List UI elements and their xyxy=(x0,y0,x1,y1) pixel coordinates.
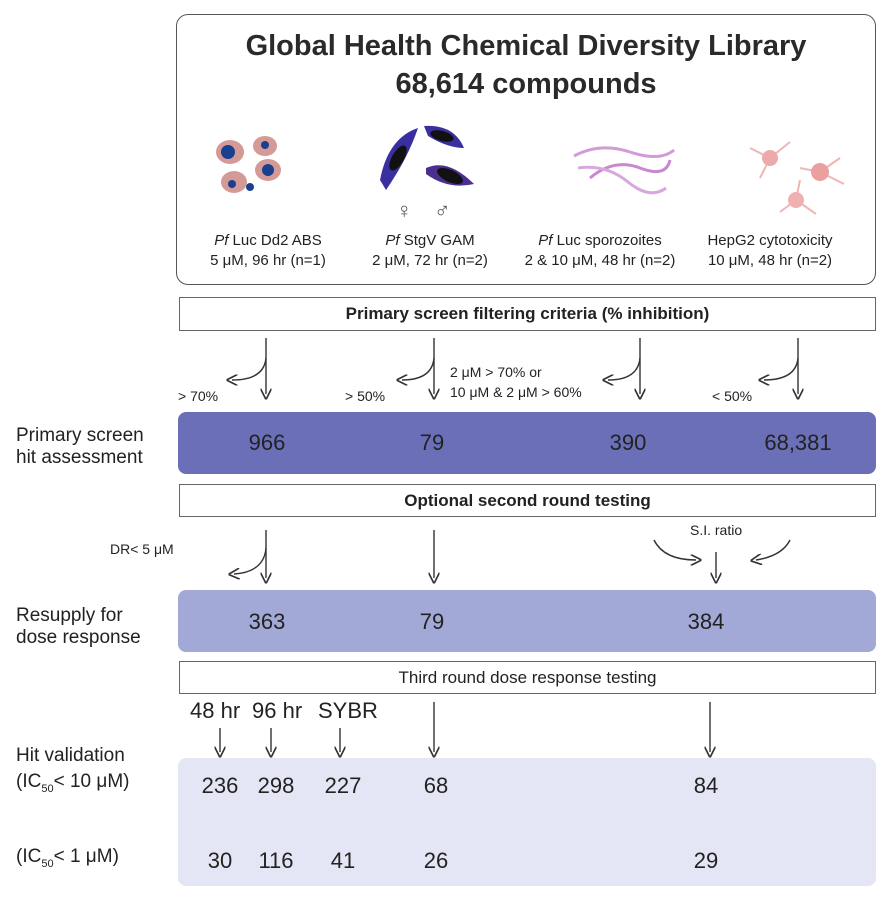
ic1-sybr: 41 xyxy=(330,848,356,873)
ic50-10um-label: ($IC_{50}< 10$ μM) xyxy=(16,771,130,795)
resupply-label: Resupply for dose response xyxy=(16,605,141,648)
si-ratio-label: S.I. ratio xyxy=(690,522,743,538)
primary-hit-abs: 966 xyxy=(248,430,286,455)
criterion-spz-line2: 10 μM & 2 μM > 60% xyxy=(450,384,582,400)
primary-hit-label: Primary screen hit assessment xyxy=(16,425,144,468)
primary-hit-hepg2: 68,381 xyxy=(764,430,832,455)
criterion-gam: > 50% xyxy=(345,388,386,404)
male-symbol: ♂ xyxy=(434,198,451,223)
dr-criterion: DR< 5 μM xyxy=(110,541,174,557)
ic1-48hr: 30 xyxy=(207,848,233,873)
assay-label-hepg2: HepG2 cytotoxicity 10 μM, 48 hr (n=2) xyxy=(707,232,833,269)
assay-label-sporozoites: Pf Luc sporozoites 2 & 10 μM, 48 hr (n=2) xyxy=(524,232,676,269)
hit-validation-label: Hit validation xyxy=(16,745,125,766)
second-round-header: Optional second round testing xyxy=(179,484,876,517)
assay-label-abs: Pf Luc Dd2 ABS 5 μM, 96 hr (n=1) xyxy=(210,232,326,269)
library-title: Global Health Chemical Diversity Library xyxy=(245,30,807,62)
primary-hit-spz: 390 xyxy=(609,430,647,455)
ic1-96hr: 116 xyxy=(258,848,294,873)
ic10-sybr: 227 xyxy=(324,773,362,798)
ic1-spz: 29 xyxy=(693,848,719,873)
ic1-gam: 26 xyxy=(423,848,449,873)
criterion-abs: > 70% xyxy=(178,388,219,404)
ic10-96hr: 298 xyxy=(257,773,295,798)
ic10-gam: 68 xyxy=(423,773,449,798)
criterion-hepg2: < 50% xyxy=(712,388,753,404)
resupply-gam: 79 xyxy=(419,609,445,634)
ic50-1um-label: ($IC_{50}< 1$ μM) xyxy=(16,846,119,870)
sub-label-48hr: 48 hr xyxy=(190,698,241,723)
resupply-abs: 363 xyxy=(248,609,286,634)
ic10-spz: 84 xyxy=(693,773,719,798)
ic10-48hr: 236 xyxy=(201,773,239,798)
sub-label-96hr: 96 hr xyxy=(252,698,303,723)
third-round-header: Third round dose response testing xyxy=(179,661,876,694)
criterion-spz-line1: 2 μM > 70% or xyxy=(450,364,542,380)
sub-label-sybr: SYBR xyxy=(318,698,378,723)
resupply-spz: 384 xyxy=(687,609,725,634)
primary-filter-header: Primary screen filtering criteria (% inhibition) xyxy=(179,297,876,331)
primary-hit-gam: 79 xyxy=(419,430,445,455)
assay-label-gam: Pf StgV GAM 2 μM, 72 hr (n=2) xyxy=(372,232,488,269)
female-symbol: ♀ xyxy=(396,198,413,223)
compound-count: 68,614 compounds xyxy=(395,68,657,100)
